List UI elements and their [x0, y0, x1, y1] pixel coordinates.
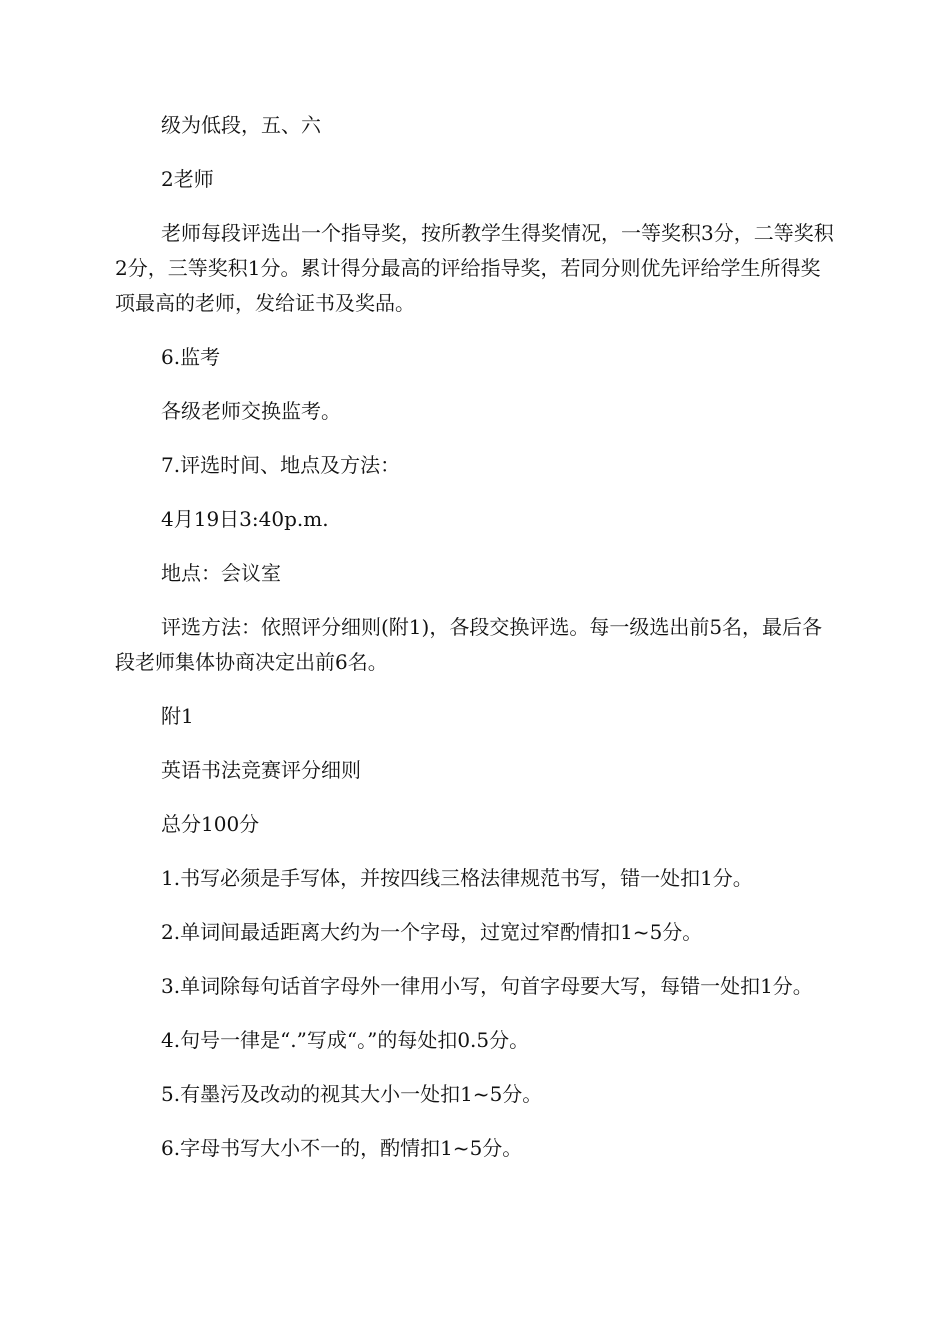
paragraph-rule-4: 4.句号一律是“.”写成“。”的每处扣0.5分。 [161, 1028, 530, 1052]
paragraph-schedule-heading: 7.评选时间、地点及方法： [161, 453, 401, 477]
paragraph-rules-title: 英语书法竞赛评分细则 [161, 758, 361, 782]
paragraph-rule-3: 3.单词除每句话首字母外一律用小写，句首字母要大写，每错一处扣1分。 [161, 974, 813, 998]
paragraph-teacher-heading: 2老师 [161, 167, 214, 191]
paragraph-proctor-heading: 6.监考 [161, 345, 221, 369]
paragraph-rule-1: 1.书写必须是手写体，并按四线三格法律规范书写，错一处扣1分。 [161, 866, 753, 890]
paragraph-grade-levels: 级为低段，五、六 [161, 113, 321, 137]
paragraph-evaluation-method: 评选方法：依照评分细则(附1)，各段交换评选。每一级选出前5名，最后各段老师集体协商决定出前6名。 [115, 615, 823, 674]
paragraph-proctor-text: 各级老师交换监考。 [161, 399, 341, 423]
paragraph-date-time: 4月19日3:40p.m. [161, 507, 329, 531]
paragraph-rule-5: 5.有墨污及改动的视其大小一处扣1~5分。 [161, 1082, 543, 1106]
paragraph-teacher-award: 老师每段评选出一个指导奖，按所教学生得奖情况，一等奖积3分，二等奖积2分，三等奖积1分。累计得分最高的评给指导奖，若同分则优先评给学生所得奖项最高的老师，发给证书及奖品。 [115, 221, 834, 315]
paragraph-rule-6: 6.字母书写大小不一的，酌情扣1~5分。 [161, 1136, 523, 1160]
document-body [115, 108, 835, 1185]
paragraph-total-score: 总分100分 [161, 812, 260, 836]
paragraph-location: 地点：会议室 [161, 561, 281, 585]
paragraph-appendix-label: 附1 [161, 704, 194, 728]
paragraph-rule-2: 2.单词间最适距离大约为一个字母，过宽过窄酌情扣1~5分。 [161, 920, 703, 944]
